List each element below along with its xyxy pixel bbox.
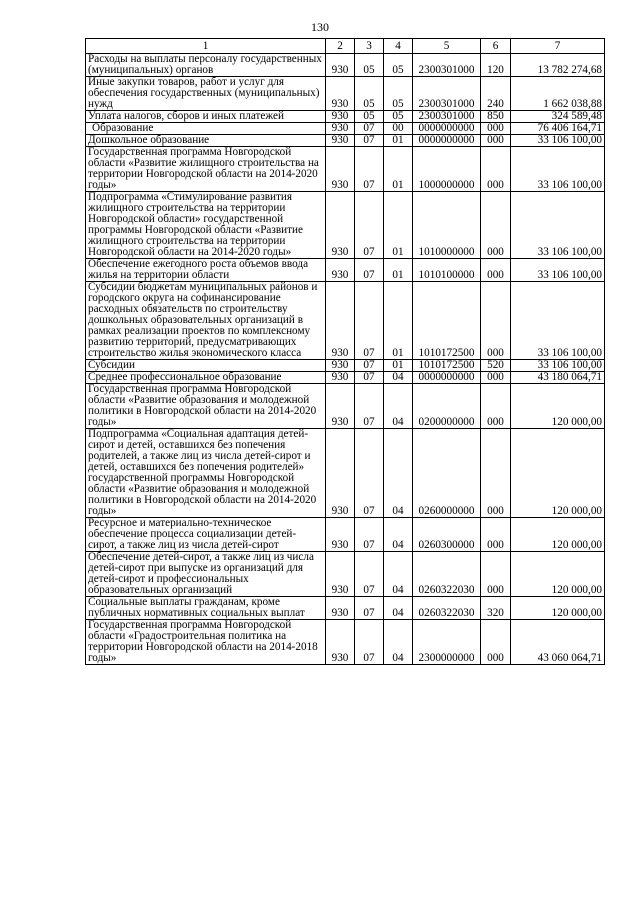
row-target-article-code: 1010000000 [413,192,481,259]
table-row [86,147,605,192]
row-target-article-code: 1010100000 [413,259,481,282]
table-row [86,123,605,135]
row-subsection-code: 01 [384,259,413,282]
row-ministry-code: 930 [326,620,355,665]
row-subsection-code: 01 [384,135,413,147]
column-header-7: 7 [511,39,605,54]
row-target-article-code: 1010172500 [413,282,481,360]
row-name: Государственная программа Новгородской области «Развитие жилищного строительства на территории Новгородской области на 2014-2020 годы» [86,147,326,192]
row-section-code: 07 [355,429,384,518]
row-amount: 120 000,00 [511,597,605,620]
row-ministry-code: 930 [326,259,355,282]
row-ministry-code: 930 [326,77,355,111]
row-target-article-code: 0000000000 [413,372,481,384]
row-name: Ресурсное и материально-техническое обеспечение процесса социализации детей-сирот, а также лиц из числа детей-сирот [86,518,326,552]
row-target-article-code: 0260000000 [413,429,481,518]
row-name: Государственная программа Новгородской области «Развитие образования и молодежной политики в Новгородской области на 2014-2020 годы» [86,384,326,429]
row-section-code: 05 [355,77,384,111]
table-row [86,597,605,620]
row-ministry-code: 930 [326,135,355,147]
row-section-code: 07 [355,123,384,135]
row-ministry-code: 930 [326,597,355,620]
table-row [86,54,605,77]
table-row [86,135,605,147]
table-row [86,111,605,123]
row-name: Государственная программа Новгородской области «Градостроительная политика на территории Новгородской области на 2014-2018 годы» [86,620,326,665]
row-target-article-code: 0000000000 [413,135,481,147]
row-ministry-code: 930 [326,54,355,77]
row-name: Уплата налогов, сборов и иных платежей [86,111,326,123]
row-name: Подпрограмма «Стимулирование развития жилищного строительства на территории Новгородской области» государственной программы Новгородской области «Развитие жилищного строительства на территории Новгородской области на 2014-2020 годы» [86,192,326,259]
row-target-article-code: 0260322030 [413,552,481,597]
row-subsection-code: 04 [384,620,413,665]
row-section-code: 07 [355,372,384,384]
row-amount: 33 106 100,00 [511,192,605,259]
row-target-article-code: 0200000000 [413,384,481,429]
row-target-article-code: 0260322030 [413,597,481,620]
row-amount: 120 000,00 [511,518,605,552]
row-section-code: 07 [355,135,384,147]
row-ministry-code: 930 [326,518,355,552]
row-target-article-code: 1010172500 [413,360,481,372]
row-expense-type-code: 000 [481,192,511,259]
row-amount: 33 106 100,00 [511,360,605,372]
row-amount: 33 106 100,00 [511,147,605,192]
row-name: Дошкольное образование [86,135,326,147]
row-amount: 33 106 100,00 [511,135,605,147]
row-target-article-code: 2300000000 [413,620,481,665]
row-subsection-code: 05 [384,111,413,123]
table-row [86,518,605,552]
row-expense-type-code: 850 [481,111,511,123]
row-expense-type-code: 000 [481,259,511,282]
row-subsection-code: 01 [384,147,413,192]
column-header-2: 2 [326,39,355,54]
table-row [86,384,605,429]
row-expense-type-code: 000 [481,518,511,552]
row-target-article-code: 2300301000 [413,54,481,77]
table-row [86,259,605,282]
row-section-code: 07 [355,282,384,360]
row-expense-type-code: 000 [481,123,511,135]
row-name: Расходы на выплаты персоналу государственных (муниципальных) органов [86,54,326,77]
table-body [86,54,605,665]
row-expense-type-code: 000 [481,147,511,192]
row-section-code: 07 [355,147,384,192]
row-subsection-code: 04 [384,552,413,597]
row-expense-type-code: 520 [481,360,511,372]
row-subsection-code: 01 [384,192,413,259]
table-row [86,620,605,665]
row-ministry-code: 930 [326,282,355,360]
row-ministry-code: 930 [326,123,355,135]
row-name: Среднее профессиональное образование [86,372,326,384]
page-number: 130 [311,20,329,34]
row-amount: 324 589,48 [511,111,605,123]
row-section-code: 07 [355,518,384,552]
row-amount: 120 000,00 [511,552,605,597]
budget-table [85,38,605,665]
row-amount: 43 060 064,71 [511,620,605,665]
row-section-code: 07 [355,597,384,620]
row-name: Социальные выплаты гражданам, кроме публичных нормативных социальных выплат [86,597,326,620]
row-expense-type-code: 120 [481,54,511,77]
row-section-code: 07 [355,192,384,259]
column-header-5: 5 [413,39,481,54]
column-header-4: 4 [384,39,413,54]
row-expense-type-code: 240 [481,77,511,111]
row-ministry-code: 930 [326,552,355,597]
row-subsection-code: 04 [384,518,413,552]
table-row [86,282,605,360]
row-name: Субсидии бюджетам муниципальных районов и городского округа на софинансирование расходных обязательств по строительству дошкольных образовательных организаций в рамках реализации проектов по комплексному развитию территорий, предусматривающих строительство жилья экономического класса [86,282,326,360]
row-target-article-code: 0000000000 [413,123,481,135]
row-section-code: 07 [355,552,384,597]
row-expense-type-code: 000 [481,620,511,665]
row-subsection-code: 00 [384,123,413,135]
row-expense-type-code: 000 [481,135,511,147]
table-row [86,77,605,111]
row-ministry-code: 930 [326,372,355,384]
row-ministry-code: 930 [326,384,355,429]
row-subsection-code: 01 [384,282,413,360]
row-section-code: 05 [355,54,384,77]
row-name: Обеспечение детей-сирот, а также лиц из числа детей-сирот при выпуске из организаций для детей-сирот и профессиональных образовательных организаций [86,552,326,597]
row-target-article-code: 0260300000 [413,518,481,552]
row-expense-type-code: 000 [481,429,511,518]
row-name: Субсидии [86,360,326,372]
row-subsection-code: 05 [384,77,413,111]
column-header-6: 6 [481,39,511,54]
row-name: Иные закупки товаров, работ и услуг для обеспечения государственных (муниципальных) нужд [86,77,326,111]
row-section-code: 07 [355,360,384,372]
row-target-article-code: 2300301000 [413,77,481,111]
row-ministry-code: 930 [326,111,355,123]
row-expense-type-code: 000 [481,552,511,597]
row-amount: 13 782 274,68 [511,54,605,77]
column-header-1: 1 [86,39,326,54]
row-target-article-code: 2300301000 [413,111,481,123]
row-name: Образование [86,123,326,135]
row-section-code: 07 [355,384,384,429]
column-header-3: 3 [355,39,384,54]
column-number-row [86,39,605,54]
row-amount: 120 000,00 [511,429,605,518]
row-ministry-code: 930 [326,429,355,518]
row-subsection-code: 04 [384,429,413,518]
row-amount: 33 106 100,00 [511,282,605,360]
row-subsection-code: 04 [384,384,413,429]
row-section-code: 07 [355,259,384,282]
row-ministry-code: 930 [326,192,355,259]
row-name: Подпрограмма «Социальная адаптация детей-сирот и детей, оставшихся без попечения родителей, а также лиц из числа детей-сирот и детей, оставшихся без попечения родителей» государственной программы Новгородской области «Развитие образования и молодежной политики в Новгородской области на 2014-2020 годы» [86,429,326,518]
row-subsection-code: 05 [384,54,413,77]
row-subsection-code: 01 [384,360,413,372]
table-row [86,429,605,518]
row-amount: 76 406 164,71 [511,123,605,135]
row-expense-type-code: 320 [481,597,511,620]
row-section-code: 07 [355,620,384,665]
row-amount: 43 180 064,71 [511,372,605,384]
row-amount: 120 000,00 [511,384,605,429]
row-ministry-code: 930 [326,360,355,372]
row-expense-type-code: 000 [481,384,511,429]
row-subsection-code: 04 [384,372,413,384]
row-amount: 33 106 100,00 [511,259,605,282]
table-row [86,192,605,259]
row-amount: 1 662 038,88 [511,77,605,111]
row-section-code: 05 [355,111,384,123]
table-row [86,360,605,372]
row-expense-type-code: 000 [481,282,511,360]
table-row [86,372,605,384]
row-expense-type-code: 000 [481,372,511,384]
row-target-article-code: 1000000000 [413,147,481,192]
table-row [86,552,605,597]
row-subsection-code: 04 [384,597,413,620]
row-name: Обеспечение ежегодного роста объемов ввода жилья на территории области [86,259,326,282]
row-ministry-code: 930 [326,147,355,192]
